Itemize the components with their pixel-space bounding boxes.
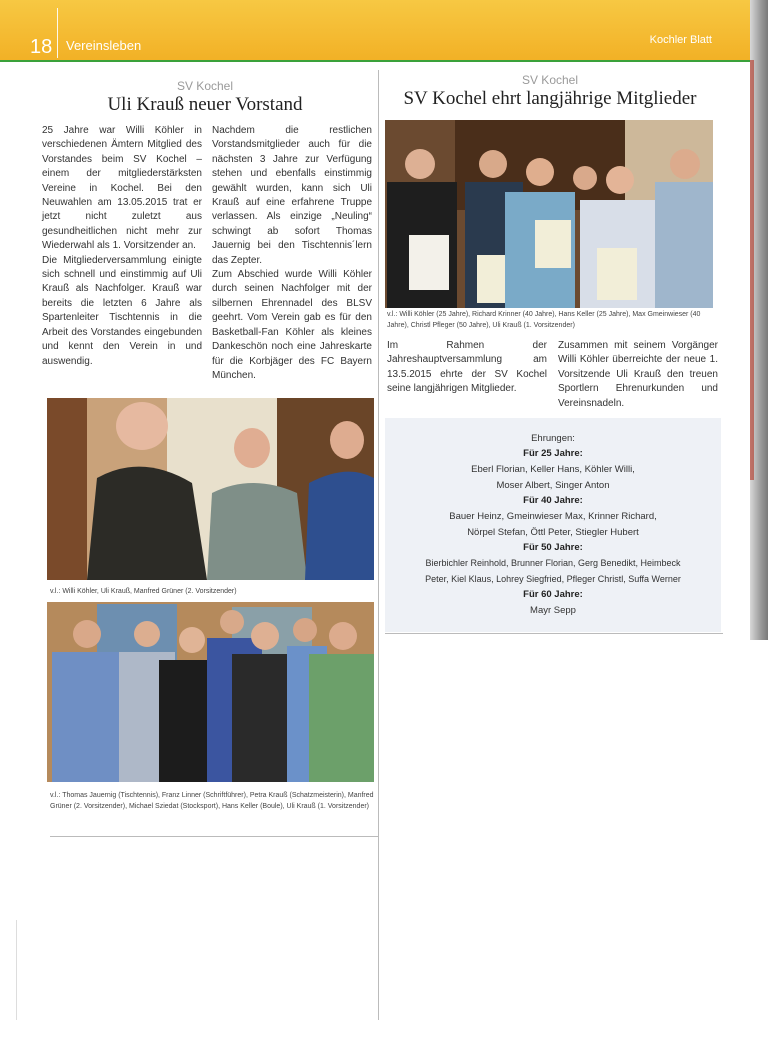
awards-heading-50: Für 50 Jahre: <box>523 542 583 553</box>
awards-line: Peter, Kiel Klaus, Lohrey Siegfried, Pfleger Christl, Suffa Werner <box>425 574 681 584</box>
right-article-column-1: Im Rahmen der Jahreshauptversammlung am 13.5.2015 ehrte der SV Kochel seine langjährigen Mitglieder. <box>387 340 547 395</box>
page-header <box>0 0 750 62</box>
awards-line: Nörpel Stefan, Öttl Peter, Stiegler Hubert <box>467 527 639 538</box>
paragraph: Die Mitgliederversammlung einigte sich schnell und einstimmig auf Uli Krauß als Nachfolger. Krauß war bereits die letzten 6 Jahre als Spartenleiter Tischtennis in die Arbeit des Vorstandes eingebunden und kennt den Verein in und auswendig. <box>42 254 202 367</box>
photo-honorees-caption: v.l.: Willi Köhler (25 Jahre), Richard Krinner (40 Jahre), Hans Keller (25 Jahre), Max Gmeinwieser (40 Jahre), Christl Pfleger (50 Jahre), Uli Krauß (1. Vorsitzender) <box>387 311 701 329</box>
awards-line: Eberl Florian, Keller Hans, Köhler Willi, <box>471 464 635 475</box>
photo-honorees-image <box>385 120 713 308</box>
left-headline: Uli Krauß neuer Vorstand <box>107 94 303 115</box>
right-article-column-2: Zusammen mit seinem Vorgänger Willi Köhler überreichte der neue 1. Vorsitzende Uli Krauß den treuen Sportlern Ehrenurkunden und Vereinsnadeln. <box>558 340 718 409</box>
page-edge-line <box>16 920 17 1020</box>
article-end-rule <box>50 836 378 837</box>
awards-line: Bauer Heinz, Gmeinwieser Max, Krinner Richard, <box>449 511 657 522</box>
right-kicker: SV Kochel <box>521 73 579 87</box>
awards-title: Ehrungen: <box>531 433 575 444</box>
photo-farewell-image <box>47 398 374 580</box>
awards-box <box>385 418 721 632</box>
right-article-end-rule <box>385 633 723 634</box>
left-article-column-1 <box>42 124 202 369</box>
page-number: 18 <box>30 36 53 58</box>
awards-heading-40: Für 40 Jahre: <box>523 495 583 506</box>
awards-line: Mayr Sepp <box>530 605 576 616</box>
left-kicker: SV Kochel <box>176 79 234 93</box>
left-article-column-2 <box>212 124 372 383</box>
awards-heading-25: Für 25 Jahre: <box>523 448 583 459</box>
photo-farewell-caption: v.l.: Willi Köhler, Uli Krauß, Manfred Grüner (2. Vorsitzender) <box>50 588 237 595</box>
section-title: Vereinsleben <box>66 38 142 53</box>
paragraph: Zum Abschied wurde Willi Köhler durch seinen Nachfolger mit der silbernen Ehrennadel des BLSV geehrt. Vom Verein gab es für den Basketball-Fan Köhler als kleines Dankeschön noch eine Jahreskarte für die Korbjäger des FC Bayern München. <box>212 269 372 381</box>
paragraph: Nachdem die restlichen Vorstandsmitglieder auch für die nächsten 3 Jahre zur Verfügung stehen und ebenfalls einstimmig gewählt wurden, kann sich Uli Krauß auf eine erfahrene Truppe verlassen. Als einzige „Neuling“ schwingt ab sofort Thomas Jauernig bei den Tischtennis´lern das Zepter. <box>212 125 372 266</box>
awards-line: Bierbichler Reinhold, Brunner Florian, Gerg Benedikt, Heimbeck <box>425 558 681 568</box>
awards-line: Moser Albert, Singer Anton <box>496 480 610 491</box>
header-divider <box>57 8 58 58</box>
right-headline: SV Kochel ehrt langjährige Mitglieder <box>403 88 697 109</box>
publication-name: Kochler Blatt <box>649 34 712 46</box>
photo-board <box>47 602 374 782</box>
photo-farewell <box>47 398 374 580</box>
awards-heading-60: Für 60 Jahre: <box>523 589 583 600</box>
column-divider <box>378 70 379 1020</box>
photo-board-image <box>47 602 374 782</box>
photo-honorees <box>385 120 713 308</box>
paragraph: 25 Jahre war Willi Köhler in verschiedenen Ämtern Mitglied des Vorstandes beim SV Kochel – einem der mitgliederstärksten Vereine in Kochel. Bei den Neuwahlen am 13.05.2015 trat er jetzt nicht zuletzt aus gesundheitlichen nicht mehr zur Wiederwahl als 1. Vorsitzender an. <box>42 125 202 252</box>
spine-edge <box>750 60 754 480</box>
photo-board-caption: v.l.: Thomas Jauernig (Tischtennis), Franz Linner (Schriftführer), Petra Krauß (Schatzmeisterin), Manfred Grüner (2. Vorsitzender), Michael Sziedat (Stocksport), Hans Keller (Boule), Uli Krauß (1. Vorsitzender) <box>50 792 374 810</box>
